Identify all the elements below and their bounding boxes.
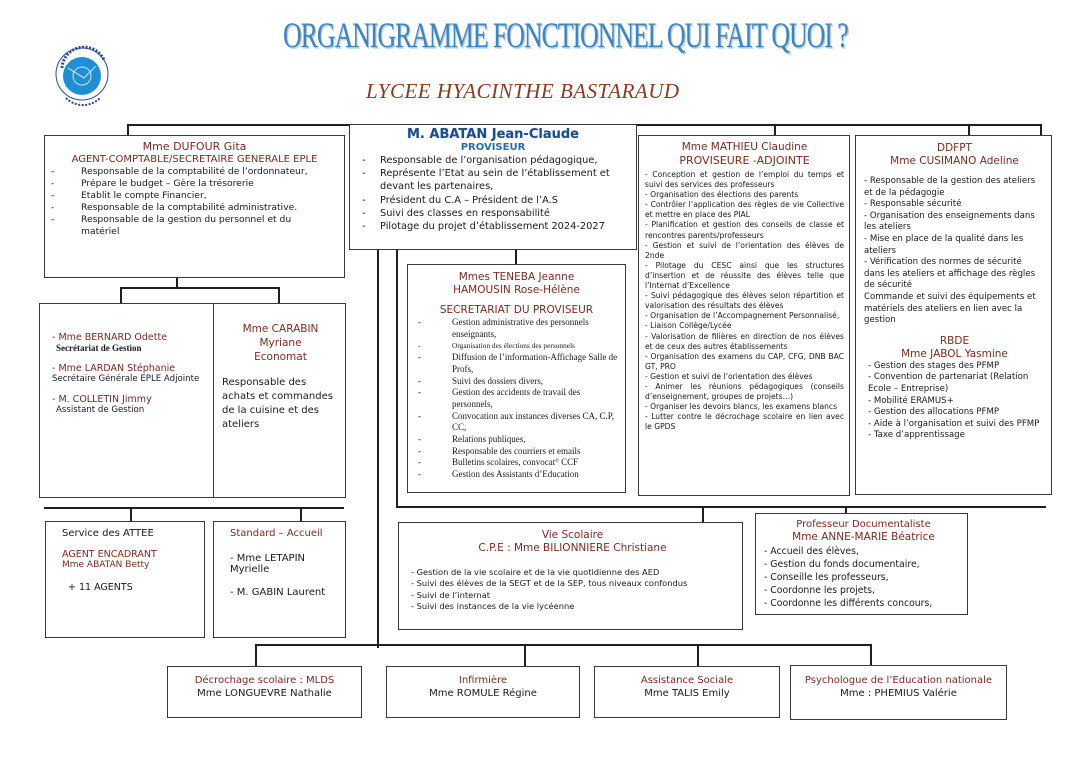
task-item: - Suivi des élèves de la SEGT et de la SEP, tous niveaux confondus <box>411 578 688 589</box>
documentaliste-title: Professeur Documentaliste <box>796 519 931 530</box>
task-item: - Pilotage du CESC ainsi que les structures d’insertion et de réussite des élèves telle que l’Internat d’Excellence <box>645 260 844 291</box>
task-item: - Valorisation de filières en direction de nos élèves et de ceux des autres établissements <box>645 331 844 351</box>
adjointe-name: Mme MATHIEU Claudine <box>681 141 808 153</box>
task-item: - Organisation des examens du CAP, CFG, DNB BAC GT, PRO <box>645 351 844 371</box>
task-item: - Conception et gestion de l’emploi du temps et suivi des services des professeurs <box>645 170 844 190</box>
box-proviseur <box>349 124 637 250</box>
connector <box>130 507 132 521</box>
bottom-box-title: Psychologue de l’Education nationale <box>804 675 993 686</box>
attee-role: AGENT ENCADRANT <box>62 549 157 560</box>
connector <box>120 287 280 289</box>
task-item: - Mise en place de la qualité dans les ateliers <box>864 233 1024 256</box>
task-item: - Gestion des allocations PFMP <box>868 407 1000 418</box>
box-infirmiere <box>386 666 580 718</box>
box-agent-comptable <box>44 135 345 278</box>
task-item: - Diffusion de l’information-Affichage Salle de Profs, <box>418 352 618 374</box>
task-item: - Accueil des élèves, <box>764 546 859 557</box>
task-item: - Bulletins scolaires, convocat° CCF <box>418 457 579 468</box>
task-item: - Planification et gestion des conseils de classe et rencontres parents/professeurs <box>645 220 844 240</box>
connector <box>377 250 379 648</box>
page-title: ORGANIGRAMME FONCTIONNEL QUI FAIT QUOI ? <box>283 15 848 55</box>
task-item: - Gestion de la vie scolaire et de la vie quotidienne des AED <box>411 567 660 577</box>
ddfpt-name: Mme CUSIMANO Adeline <box>890 155 1019 167</box>
task-item: - Suivi des classes en responsabilité <box>362 207 550 219</box>
task-item: - Taxe d’apprentissage <box>868 430 965 441</box>
connector <box>515 250 517 264</box>
box-attee <box>45 521 205 638</box>
bottom-box-title: Infirmière <box>458 675 508 686</box>
task-item: - Aide à l’organisation et suivi des PFMP <box>868 418 1040 429</box>
economat-role: Economat <box>254 351 307 363</box>
task-item: - Suivi pédagogique des élèves selon répartition et valorisation des résultats des élèves <box>645 291 844 311</box>
task-item: - Animer les réunions pédagogiques (conseils d’enseignement, groupes de projets…) <box>645 381 844 402</box>
bottom-box-title: Décrochage scolaire : MLDS <box>194 675 335 686</box>
vie-scolaire-title: Vie Scolaire <box>541 529 604 541</box>
task-item: - Responsable de la comptabilité administrative. <box>51 202 298 213</box>
task-item: - Convention de partenariat (Relation Ecole – Entreprise) <box>868 372 1029 394</box>
connector <box>120 287 122 303</box>
staff-member: - Mme BERNARD Odette Secrétariat de Gestion <box>52 332 168 353</box>
attee-extra: + 11 AGENTS <box>68 582 133 593</box>
adjointe-role: PROVISEURE -ADJOINTE <box>679 154 810 167</box>
task-item: - Relations publiques, <box>418 434 526 445</box>
task-item: - Vérification des normes de sécurité dans les ateliers et affichage des règles de sécurité <box>864 257 1036 291</box>
task-item: - Etablit le compte Financier, <box>51 190 207 201</box>
task-item: - Coordonne les différents concours, <box>764 598 933 609</box>
box-mlds <box>167 666 362 718</box>
task-item: - Convocation aux instances diverses CA, C.P, CC, <box>418 410 614 433</box>
task-item: - Contrôler l’application des règles de vie Collective et mettre en place des PIAL <box>645 200 844 220</box>
box-vie-scolaire <box>398 522 743 630</box>
attee-title: Service des ATTEE <box>62 528 154 539</box>
task-item: - Organisation de l’Accompagnement Personnalisé, <box>645 311 840 321</box>
bottom-box-title: Assistance Sociale <box>640 675 734 686</box>
task-item: - Président du C.A – Président de l’A.S <box>362 194 559 206</box>
economat-description: Responsable des achats et commandes de la cuisine et des ateliers <box>222 377 333 430</box>
task-item: - Lutter contre le décrochage scolaire en lien avec le GPDS <box>645 412 844 432</box>
connector <box>524 644 526 666</box>
connector <box>396 250 398 508</box>
staff-member: - M. COLLETIN Jimmy Assistant de Gestion <box>52 394 152 415</box>
rbde-title: RBDE <box>939 334 970 347</box>
ddfpt-title: DDFPT <box>937 142 972 154</box>
task-item: - Gestion des stages des PFMP <box>868 360 1000 371</box>
box-assistance-sociale <box>594 666 780 718</box>
connector <box>396 506 1046 508</box>
connector <box>255 644 257 666</box>
connector <box>702 506 704 522</box>
secretariat-role: SECRETARIAT DU PROVISEUR <box>439 304 594 316</box>
task-item: - Prépare le budget – Gère la trésorerie <box>51 178 254 189</box>
task-item: - Organisation des élections des parents <box>645 190 799 200</box>
task-item: - Coordonne les projets, <box>764 585 875 596</box>
task-item: - Responsable sécurité <box>864 199 962 210</box>
box-gestion-staff <box>39 303 214 498</box>
box-proviseure-adjointe <box>638 135 850 496</box>
economat-name: Mme CARABIN <box>242 323 319 335</box>
documentaliste-name: Mme ANNE-MARIE Béatrice <box>792 531 935 543</box>
task-item: - Organisation des élections des personnels <box>418 341 576 351</box>
accueil-member: - M. GABIN Laurent <box>230 587 326 598</box>
connector <box>255 644 872 646</box>
task-item: - Liaison Collège/Lycée <box>645 321 732 331</box>
accueil-member: - Mme LETAPIN Myrielle <box>230 553 306 575</box>
connector <box>44 507 344 509</box>
task-item: - Gestion et suivi de l’orientation des élèves <box>645 371 813 381</box>
task-item: - Responsable de la comptabilité de l’ordonnateur, <box>51 166 308 177</box>
task-item: - Responsable de la gestion des ateliers et de la pédagogie <box>864 176 1036 198</box>
bottom-box-name: Mme ROMULE Régine <box>429 688 537 699</box>
task-item: - Organisation des enseignements dans les ateliers <box>864 210 1035 233</box>
task-item: - Gestion et suivi de l’orientation des élèves de 2nde <box>645 240 844 260</box>
bottom-box-name: Mme LONGUEVRE Nathalie <box>197 688 332 699</box>
proviseur-role: PROVISEUR <box>460 142 526 153</box>
page-subtitle: LYCEE HYACINTHE BASTARAUD <box>366 79 680 103</box>
task-item: - Suivi des dossiers divers, <box>418 375 543 386</box>
staff-member: - Mme LARDAN Stéphanie Secrétaire Générale EPLE Adjointe <box>52 363 200 384</box>
task-item: - Suivi des instances de la vie lycéenne <box>411 600 575 611</box>
connector <box>127 124 349 126</box>
box-documentaliste <box>755 513 968 615</box>
bottom-box-name: Mme TALIS Emily <box>644 688 730 699</box>
task-item: - Gestion des Assistants d’Education <box>418 469 579 480</box>
connector <box>300 507 302 521</box>
task-item: - Responsable de l’organisation pédagogique, <box>362 155 598 166</box>
box-accueil <box>213 521 346 638</box>
task-item: - Représente l’Etat au sein de l’établissement et devant les partenaires, <box>362 168 610 193</box>
agent-comptable-role: AGENT-COMPTABLE/SECRETAIRE GENERALE EPLE <box>71 154 318 165</box>
connector <box>697 644 699 666</box>
task-item: - Suivi de l’internat <box>411 589 491 600</box>
box-economat: Mme CARABIN Myriane Economat Responsable des achats et commandes de la cuisine et des ateliers <box>213 303 346 498</box>
proviseur-name: M. ABATAN Jean-Claude <box>407 127 579 142</box>
task-item: - Conseille les professeurs, <box>764 572 889 583</box>
task-item: - Responsable des courriers et emails <box>418 445 581 456</box>
box-psychologue <box>790 665 1007 720</box>
logo-globe-icon <box>52 38 112 110</box>
connector <box>278 287 280 303</box>
secretariat-names: Mmes TENEBA Jeanne <box>458 271 575 283</box>
box-secretariat: Mmes TENEBA Jeanne HAMOUSIN Rose-Hélène SECRETARIAT DU PROVISEUR - Gestion administrative des personnels enseignants, - Organisation des élections des personnels - Diffusion de l’information-Affichage Salle de Profs, - Suivi des dossiers divers, - Gestion des accidents de travail des personnels, - Convocation aux instances diverses CA, C.P, CC, - Relations publiques, - Responsable des courriers et emails - Bulletins scolaires, convocat° CCF - Gestion des Assistants d’Education <box>407 264 626 493</box>
accueil-title: Standard – Accueil <box>230 528 323 539</box>
task-item: - Responsable de la gestion du personnel et du matériel <box>51 214 292 237</box>
connector <box>637 124 1041 126</box>
agent-comptable-name: Mme DUFOUR Gita <box>142 140 247 153</box>
task-item: - Gestion du fonds documentaire, <box>764 559 920 570</box>
attee-name: Mme ABATAN Betty <box>62 560 150 570</box>
vie-scolaire-cpe: C.P.E : Mme BILIONNIERE Christiane <box>478 542 667 554</box>
task-item: Commande et suivi des équipements et matériels des ateliers en lien avec la gestion <box>864 291 1036 326</box>
task-item: - Gestion administrative des personnels enseignants, <box>418 317 589 339</box>
school-logo <box>52 38 112 110</box>
task-item: - Organiser les devoirs blancs, les examens blancs <box>645 402 838 412</box>
task-item: - Mobilité ERAMUS+ <box>868 395 954 406</box>
box-ddfpt-rbde <box>855 135 1052 495</box>
task-item: - Gestion des accidents de travail des personnels, <box>418 387 581 409</box>
rbde-name: Mme JABOL Yasmine <box>901 347 1008 360</box>
connector <box>870 644 872 666</box>
bottom-box-name: Mme : PHEMIUS Valérie <box>840 688 957 699</box>
task-item: - Pilotage du projet d’établissement 2024-2027 <box>362 221 605 233</box>
